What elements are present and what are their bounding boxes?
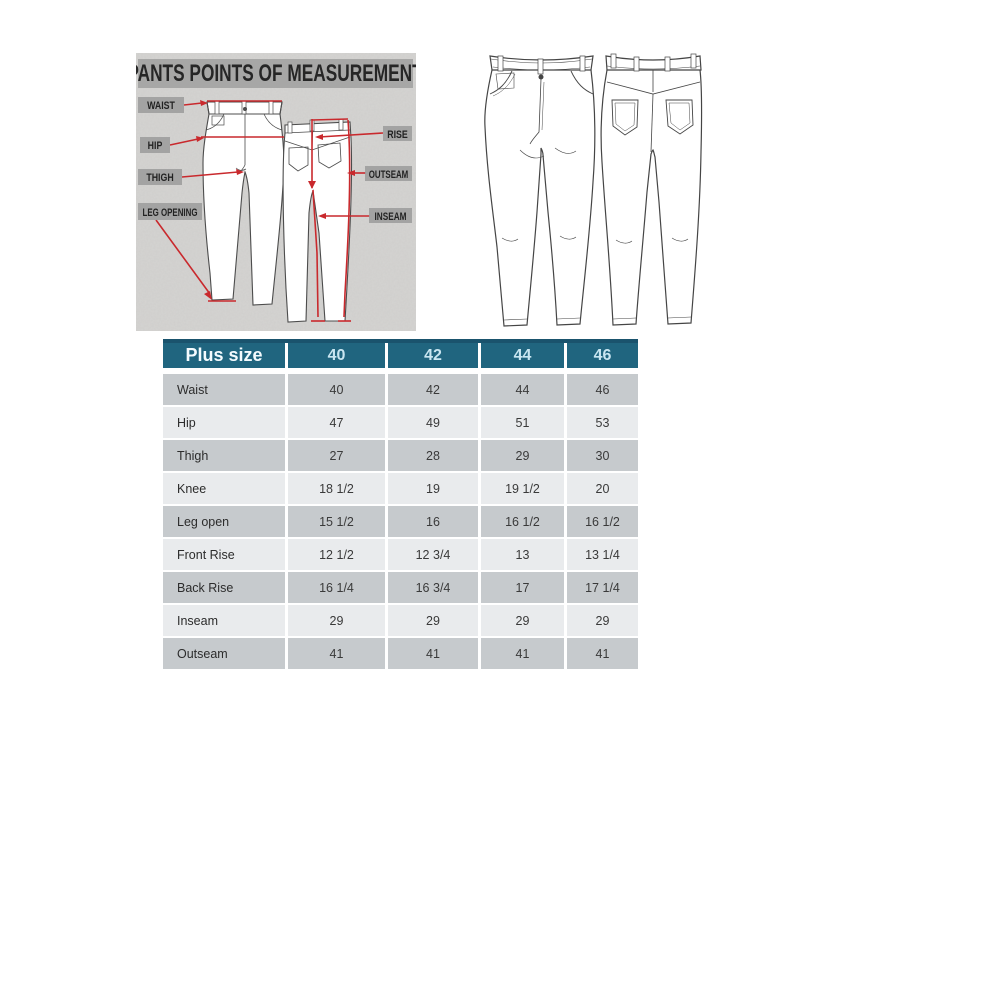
header-size-46: 46 bbox=[567, 343, 638, 368]
table-row-outseam bbox=[163, 638, 638, 669]
measurement-diagram-canvas bbox=[136, 53, 416, 331]
row-label: Waist bbox=[163, 374, 285, 405]
header-size-44: 44 bbox=[481, 343, 564, 368]
cell-value: 16 1/4 bbox=[288, 572, 385, 603]
row-label: Back Rise bbox=[163, 572, 285, 603]
table-row-thigh bbox=[163, 440, 638, 471]
cell-value: 41 bbox=[481, 638, 564, 669]
cell-value: 44 bbox=[481, 374, 564, 405]
table-row-knee bbox=[163, 473, 638, 504]
row-label: Outseam bbox=[163, 638, 285, 669]
table-row-waist bbox=[163, 374, 638, 405]
cell-value: 27 bbox=[288, 440, 385, 471]
cell-value: 16 1/2 bbox=[481, 506, 564, 537]
cell-value: 28 bbox=[388, 440, 478, 471]
jeans-front-sketch bbox=[485, 56, 595, 326]
cell-value: 19 bbox=[388, 473, 478, 504]
cell-value: 17 bbox=[481, 572, 564, 603]
table-row-back-rise bbox=[163, 572, 638, 603]
jeans-flat-sketches bbox=[460, 30, 746, 336]
cell-value: 16 1/2 bbox=[567, 506, 638, 537]
row-label: Knee bbox=[163, 473, 285, 504]
table-body bbox=[163, 374, 638, 669]
cell-value: 18 1/2 bbox=[288, 473, 385, 504]
cell-value: 41 bbox=[567, 638, 638, 669]
cell-value: 29 bbox=[567, 605, 638, 636]
measurement-diagram bbox=[136, 53, 416, 331]
leg-opening-label: LEG OPENING bbox=[142, 206, 198, 220]
row-label: Thigh bbox=[163, 440, 285, 471]
cell-value: 47 bbox=[288, 407, 385, 438]
cell-value: 29 bbox=[481, 605, 564, 636]
header-size-42: 42 bbox=[388, 343, 478, 368]
header-size-40: 40 bbox=[288, 343, 385, 368]
table-header-row bbox=[163, 343, 638, 368]
size-table bbox=[163, 339, 638, 669]
table-row-leg-open bbox=[163, 506, 638, 537]
cell-value: 12 1/2 bbox=[288, 539, 385, 570]
cell-value: 53 bbox=[567, 407, 638, 438]
hip-label: HIP bbox=[147, 140, 163, 153]
jeans-flat-canvas bbox=[460, 30, 746, 336]
cell-value: 46 bbox=[567, 374, 638, 405]
cell-value: 30 bbox=[567, 440, 638, 471]
cell-value: 13 1/4 bbox=[567, 539, 638, 570]
thigh-label: THIGH bbox=[146, 172, 174, 185]
cell-value: 29 bbox=[388, 605, 478, 636]
cell-value: 20 bbox=[567, 473, 638, 504]
table-row-front-rise bbox=[163, 539, 638, 570]
row-label: Hip bbox=[163, 407, 285, 438]
cell-value: 49 bbox=[388, 407, 478, 438]
outseam-label: OUTSEAM bbox=[368, 168, 409, 182]
cell-value: 17 1/4 bbox=[567, 572, 638, 603]
row-label: Leg open bbox=[163, 506, 285, 537]
cell-value: 16 3/4 bbox=[388, 572, 478, 603]
row-label: Front Rise bbox=[163, 539, 285, 570]
inseam-label: INSEAM bbox=[374, 210, 407, 224]
waist-label: WAIST bbox=[147, 100, 175, 113]
cell-value: 12 3/4 bbox=[388, 539, 478, 570]
row-label: Inseam bbox=[163, 605, 285, 636]
cell-value: 41 bbox=[388, 638, 478, 669]
jeans-back-sketch bbox=[601, 54, 702, 325]
header-plus-size: Plus size bbox=[163, 343, 285, 368]
cell-value: 19 1/2 bbox=[481, 473, 564, 504]
cell-value: 40 bbox=[288, 374, 385, 405]
rise-label: RISE bbox=[387, 129, 408, 142]
cell-value: 13 bbox=[481, 539, 564, 570]
table-row-hip bbox=[163, 407, 638, 438]
diagram-title: PANTS POINTS OF MEASUREMENT bbox=[136, 60, 416, 87]
cell-value: 15 1/2 bbox=[288, 506, 385, 537]
cell-value: 41 bbox=[288, 638, 385, 669]
cell-value: 42 bbox=[388, 374, 478, 405]
cell-value: 16 bbox=[388, 506, 478, 537]
cell-value: 29 bbox=[288, 605, 385, 636]
cell-value: 51 bbox=[481, 407, 564, 438]
table-row-inseam bbox=[163, 605, 638, 636]
cell-value: 29 bbox=[481, 440, 564, 471]
